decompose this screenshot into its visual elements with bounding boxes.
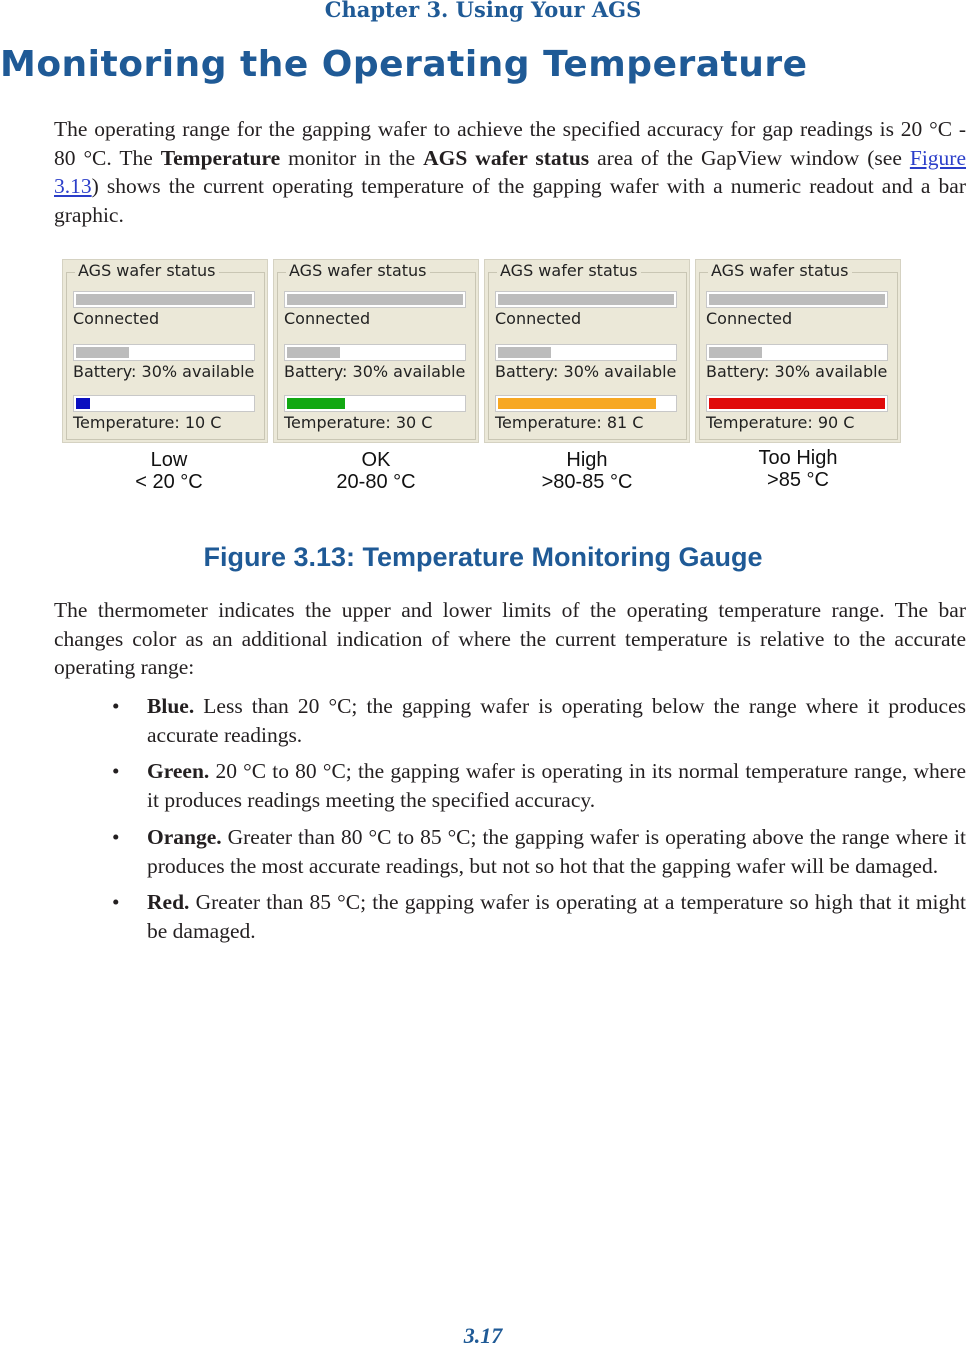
range-caption-range: >80-85 °C [541, 471, 633, 493]
battery-label: Battery: 30% available [706, 362, 888, 381]
temperature-figure [62, 259, 902, 493]
range-caption-title: Low [150, 449, 188, 471]
bullet-dot: • [112, 890, 120, 915]
temperature-bar [495, 395, 677, 412]
temperature-bar-fill [709, 398, 885, 409]
bullet-text: 20 °C to 80 °C; the gapping wafer is operating in its normal temperature range, where it produces readings meeting the specified accuracy. [147, 759, 966, 813]
group-title: AGS wafer status [75, 261, 219, 281]
connection-bar-fill [287, 294, 463, 305]
battery-bar-fill [76, 347, 129, 358]
page-title: Monitoring the Operating Temperature [0, 44, 808, 85]
intro-text-3: area of the GapView window (see [589, 145, 910, 170]
connection-label: Connected [495, 309, 582, 328]
bullet-term: Green. [147, 759, 210, 784]
bullet-dot: • [112, 824, 120, 849]
connection-bar-fill [709, 294, 885, 305]
wafer-status-panel-low [62, 259, 268, 443]
bullet-term: Blue. [147, 694, 195, 718]
bullet-text: Greater than 85 °C; the gapping wafer is operating at a temperature so high that it might be damaged. [147, 890, 966, 943]
connection-bar-fill [498, 294, 674, 305]
battery-bar [706, 344, 888, 361]
intro-text-4: ) shows the current operating temperature of the gapping wafer with a numeric readout and a bar graphic. [54, 174, 966, 228]
temperature-bar [73, 395, 255, 412]
wafer-status-panel-high [484, 259, 690, 443]
battery-label: Battery: 30% available [73, 362, 255, 381]
temperature-label: Temperature: 90 C [706, 413, 855, 432]
temperature-bar [284, 395, 466, 412]
body-paragraph: The thermometer indicates the upper and lower limits of the operating temperature range. The bar changes color as an additional indication of where the current temperature is relative to the accurate operating range: [54, 598, 966, 680]
battery-label: Battery: 30% available [495, 362, 677, 381]
range-caption-title: Too High [758, 447, 838, 469]
temperature-label: Temperature: 10 C [73, 413, 222, 432]
bullet-orange [0, 823, 966, 880]
intro-text-1: The operating range for the gapping wafer to achieve the specified accuracy for gap readings is 20 °C - 80 °C. The [54, 117, 966, 170]
connection-label: Connected [284, 309, 371, 328]
page-number: 3.17 [463, 1323, 503, 1348]
intro-term-temperature: Temperature [160, 145, 281, 170]
running-head: Chapter 3. Using Your AGS [324, 0, 642, 22]
group-title: AGS wafer status [497, 261, 641, 281]
bullet-text: Less than 20 °C; the gapping wafer is operating below the range where it produces accurate readings. [147, 694, 966, 747]
connection-label: Connected [706, 309, 793, 328]
battery-bar [495, 344, 677, 361]
range-caption-too-high [695, 447, 901, 491]
temperature-bar-fill [498, 398, 656, 409]
range-caption-low [66, 449, 272, 493]
temperature-bar [706, 395, 888, 412]
figure-link[interactable]: Figure 3.13 [54, 145, 966, 199]
bullet-term: Red. [147, 890, 190, 915]
battery-bar-fill [287, 347, 340, 358]
range-caption-high [484, 449, 690, 493]
bullet-dot: • [112, 759, 120, 784]
intro-term-wafer-status: AGS wafer status [423, 145, 590, 170]
range-caption-title: OK [361, 449, 391, 471]
temperature-bar-fill [76, 398, 90, 409]
color-bullet-list [0, 692, 966, 954]
wafer-status-panel-ok [273, 259, 479, 443]
temperature-label: Temperature: 30 C [284, 413, 433, 432]
wafer-status-panel-too-high [695, 259, 901, 443]
battery-bar-fill [709, 347, 762, 358]
battery-bar [73, 344, 255, 361]
bullet-blue [0, 692, 966, 749]
range-caption-range: 20-80 °C [336, 471, 416, 493]
intro-text-2: monitor in the [280, 145, 424, 170]
group-title: AGS wafer status [286, 261, 430, 281]
range-caption-ok [273, 449, 479, 493]
bullet-text: Greater than 80 °C to 85 °C; the gapping wafer is operating above the range where it produces the most accurate readings, but not so hot that the gapping wafer will be damaged. [147, 824, 966, 878]
bullet-dot: • [112, 694, 120, 718]
range-caption-range: >85 °C [767, 469, 829, 491]
range-caption-range: < 20 °C [135, 471, 203, 493]
battery-bar [284, 344, 466, 361]
temperature-bar-fill [287, 398, 345, 409]
temperature-label: Temperature: 81 C [495, 413, 644, 432]
connection-bar [284, 291, 466, 308]
bullet-red [0, 888, 966, 945]
group-title: AGS wafer status [708, 261, 852, 281]
bullet-term: Orange. [147, 824, 222, 849]
connection-label: Connected [73, 309, 160, 328]
battery-label: Battery: 30% available [284, 362, 466, 381]
connection-bar-fill [76, 294, 252, 305]
connection-bar [706, 291, 888, 308]
battery-bar-fill [498, 347, 551, 358]
connection-bar [73, 291, 255, 308]
range-caption-title: High [566, 449, 608, 471]
bullet-green [0, 757, 966, 814]
figure-caption: Figure 3.13: Temperature Monitoring Gauge [203, 542, 763, 572]
connection-bar [495, 291, 677, 308]
intro-paragraph [54, 115, 966, 230]
